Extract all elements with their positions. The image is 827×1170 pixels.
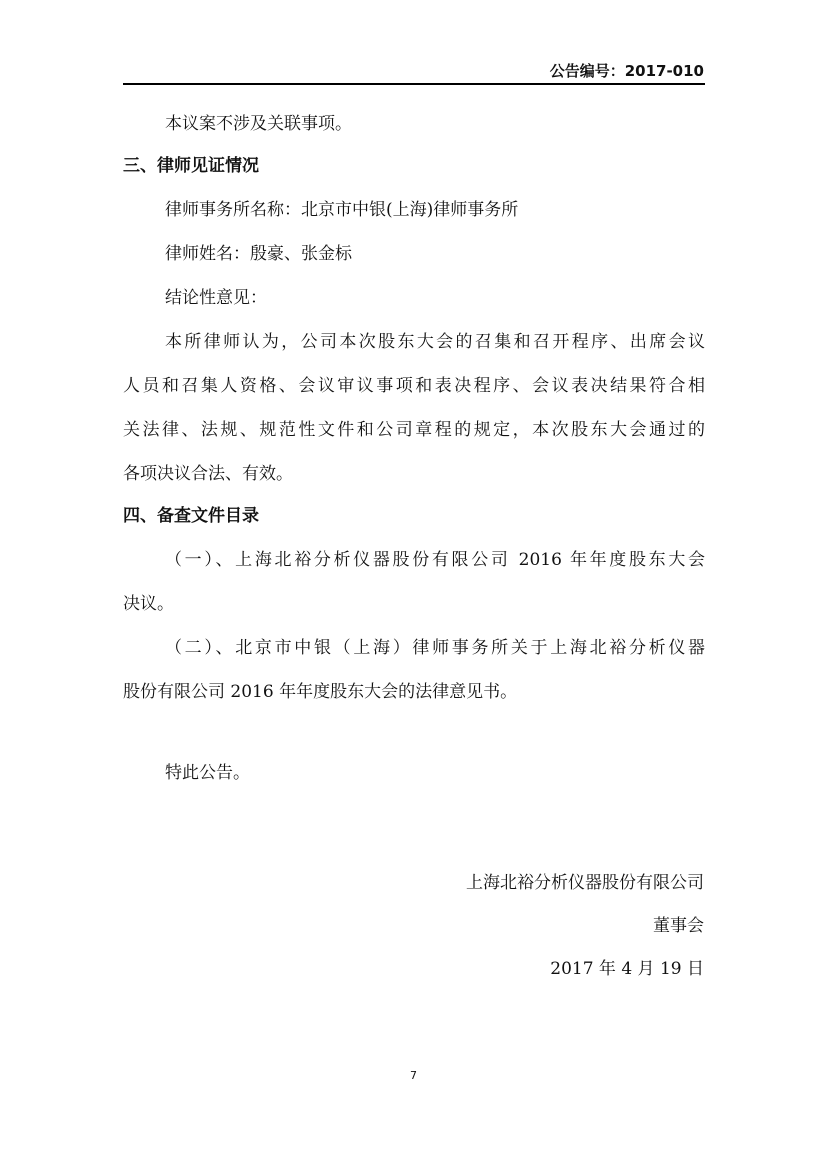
page-number: 7 — [410, 1069, 417, 1082]
company-signature: 上海北裕分析仪器股份有限公司 — [466, 873, 704, 893]
reference-doc-1: （一）、上海北裕分析仪器股份有限公司 2016 年年度股东大会 — [165, 550, 705, 570]
section3-heading: 三、律师见证情况 — [123, 156, 259, 176]
reference-doc-2-cont: 股份有限公司 2016 年年度股东大会的法律意见书。 — [123, 682, 518, 702]
lawyer-names: 律师姓名：殷豪、张金标 — [165, 244, 352, 264]
law-firm-name: 律师事务所名称：北京市中银(上海)律师事务所 — [165, 200, 519, 220]
announcement-code: 公告编号：2017-010 — [549, 62, 704, 80]
opinion-line: 各项决议合法、有效。 — [123, 464, 293, 484]
board-signature: 董事会 — [653, 916, 704, 936]
opinion-line: 本所律师认为，公司本次股东大会的召集和召开程序、出席会议 — [165, 332, 705, 352]
header-divider — [123, 83, 705, 85]
conclusion-label: 结论性意见： — [165, 288, 267, 308]
reference-doc-1-cont: 决议。 — [123, 594, 174, 614]
announcement-date: 2017 年 4 月 19 日 — [550, 959, 704, 979]
opinion-line: 人员和召集人资格、会议审议事项和表决程序、会议表决结果符合相 — [123, 376, 705, 396]
opinion-line: 关法律、法规、规范性文件和公司章程的规定，本次股东大会通过的 — [123, 420, 705, 440]
closing-notice: 特此公告。 — [165, 763, 250, 783]
section4-heading: 四、备查文件目录 — [123, 506, 259, 526]
related-party-note: 本议案不涉及关联事项。 — [165, 114, 352, 134]
reference-doc-2: （二）、北京市中银（上海）律师事务所关于上海北裕分析仪器 — [165, 638, 705, 658]
